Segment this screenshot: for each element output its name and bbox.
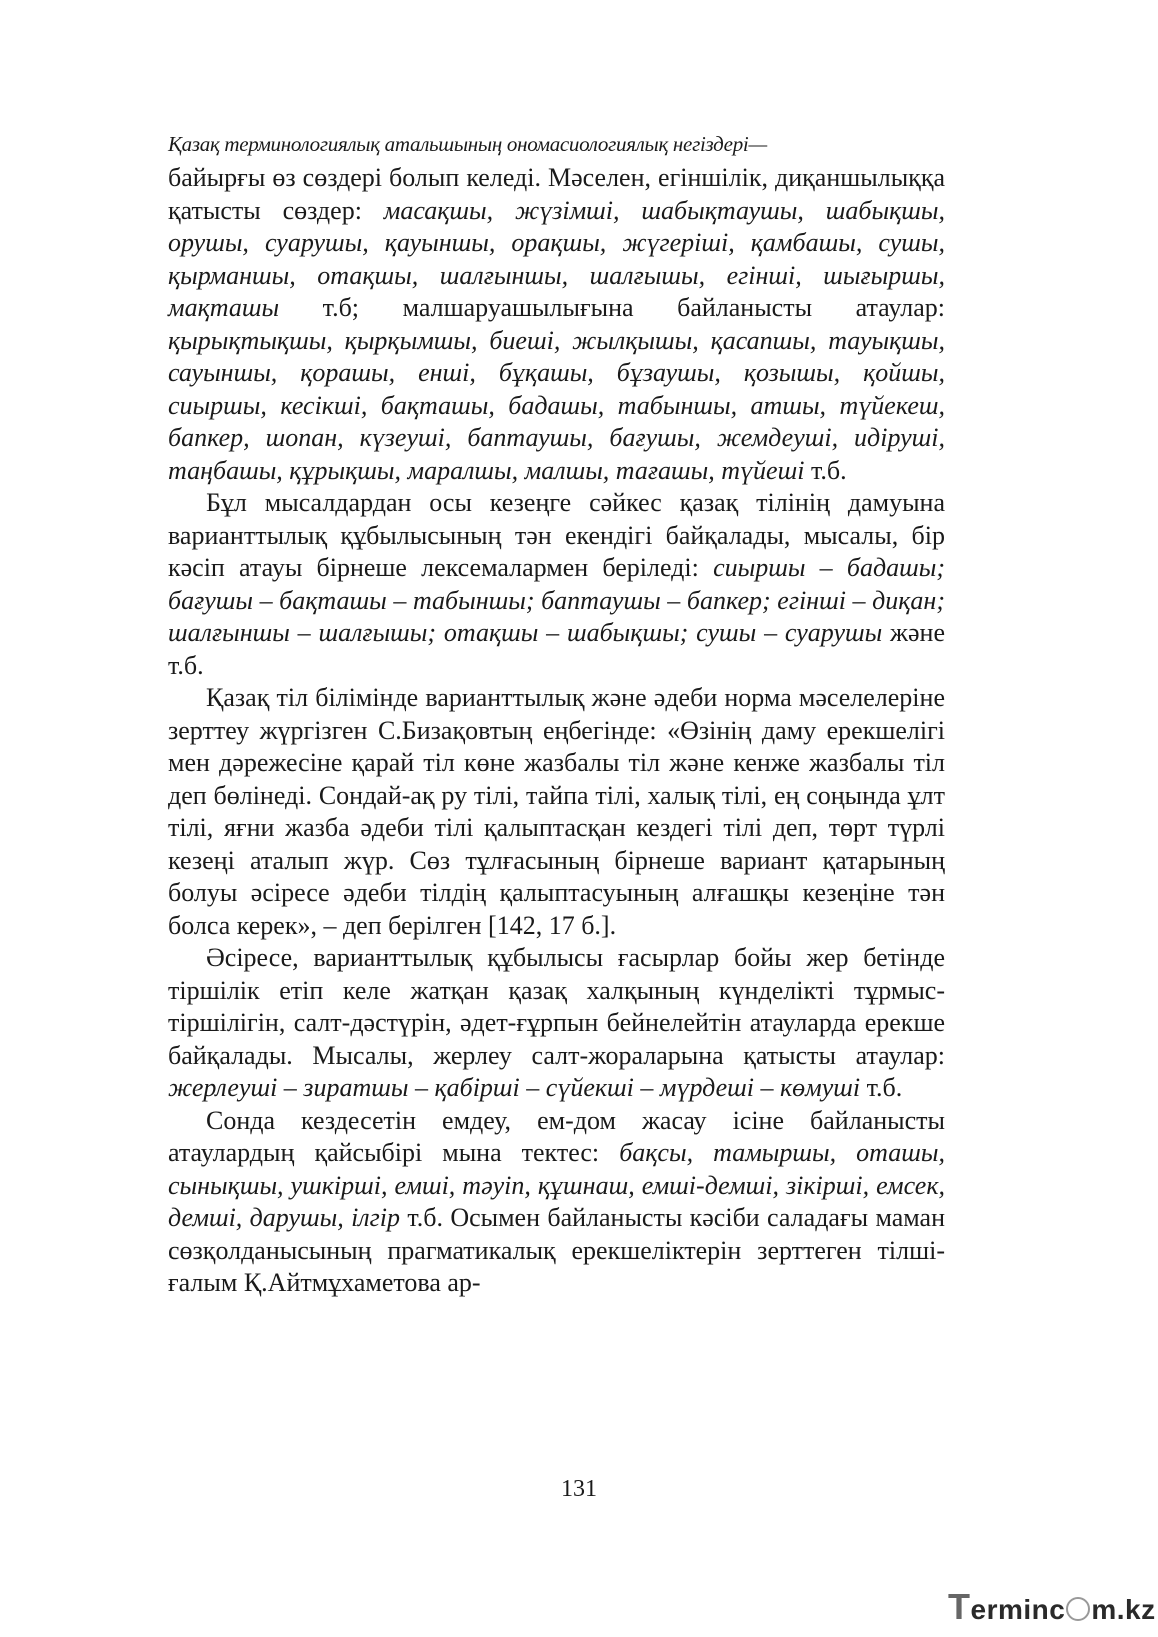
italic-term-run: жерлеуші – зиратшы – қабірші – сүйекші – мүрдеші – көмуші [168,1073,861,1102]
italic-term-run: бақсы, тамыршы, оташы, сынықшы, ушкірші, емші, тәуіп, құшнаш, емші-демші, зікірші, емсек, демші, дарушы, ілгір [168,1138,945,1232]
paragraph [168,682,945,942]
watermark-letter-t: T [948,1586,971,1627]
text-run: байырғы өз сөздері болып келеді. Мәселен, егіншілік, диқаншылыққа қатысты сөздер: [168,163,945,225]
italic-term-run: сиыршы – бадашы; бағушы – бақташы – табыншы; баптаушы – бапкер; егінші – диқан; шалғыншы – шалғышы; отақшы – шабықшы; сушы – суарушы [168,553,945,647]
document-page [168,128,945,1300]
text-run: және т.б. [168,618,945,680]
text-run: Сонда кездесетін емдеу, ем-дом жасау ісіне байланысты атаулардың қайсыбірі мына тектес: [168,1105,945,1167]
text-run: т.б; малшаруашылығына байланысты атаулар: [279,293,945,322]
watermark-text-2: m.kz [1091,1594,1156,1625]
paragraph [168,942,945,1105]
termincom-watermark-logo [948,1586,1156,1628]
italic-term-run: масақшы, жүзімші, шабықтаушы, шабықшы, орушы, суарушы, қауыншы, орақшы, жүгерішi, қамбашы, сушы, қырманшы, отақшы, шалғыншы, шалғышы, егінші, шығыршы, мақташы [168,195,945,322]
body-text [168,162,945,1300]
text-run: Бұл мысалдардан осы кезеңге сәйкес қазақ тілінің дамуына варианттылық құбылысының тән екендігі байқалады, мысалы, бір кәсіп атауы бірнеше лексемалармен беріледі: [168,488,945,582]
paragraph [168,1105,945,1300]
text-run: т.б. Осымен байланысты кәсіби саладағы маман сөзқолданысының прагматикалық ерекшеліктерін зерттеген тілші-ғалым Қ.Айтмұхаметова ар- [168,1203,945,1297]
paragraph [168,162,945,487]
text-run: т.б. [860,1073,903,1102]
text-run: Әсіресе, варианттылық құбылысы ғасырлар бойы жер бетінде тіршілік етіп келе жатқан қазақ халқының күнделікті тұрмыс-тіршілігін, салт-дәстүрін, әдет-ғұрпын бейнелейтін атауларда ерекше байқалады. Мысалы, жерлеу салт-жораларына қатысты атаулар: [168,943,945,1070]
paragraph [168,487,945,682]
watermark-ring-icon [1066,1597,1090,1621]
text-run: Қазақ тіл білімінде варианттылық және әдеби норма мәселелеріне зерттеу жүргізген С.Бизақовтың еңбегінде: «Өзінің даму ерекшелігі мен дәрежесіне қарай тіл көне жазбалы тіл және кенже жазбалы тіл деп бөлінеді. Сондай-ақ ру тілі, тайпа тілі, халық тілі, ең соңында ұлт тілі, яғни жазба әдеби тілі қалыптасқан кездегі тілі деп, төрт түрлі кезеңі аталып жүр. Сөз тұлғасының бірнеше вариант қатарының болуы әсіресе әдеби тілдің қалыптасуының алғашқы кезеңіне тән болса керек», – деп берілген [142, 17 б.]. [168,683,945,940]
running-header: Қазақ терминологиялық атальшының ономасиологиялық негіздері— [168,132,767,156]
watermark-text-1: ermin [970,1594,1050,1625]
watermark-letter-c: c [1049,1594,1066,1625]
italic-term-run: қырықтықшы, қырқымшы, биеші, жылқышы, қасапшы, тауықшы, сауыншы, қорашы, енші, бұқашы, бұзаушы, қозышы, қойшы, сиыршы, кесікші, бақташы, бадашы, табыншы, атшы, түйекеш, бапкер, шопан, күзеуші, баптаушы, бағушы, жемдеуші, идірушi, таңбашы, құрықшы, маралшы, малшы, тағашы, түйеші [168,325,945,485]
page-number: 131 [561,1476,597,1502]
text-run: т.б. [804,455,847,485]
